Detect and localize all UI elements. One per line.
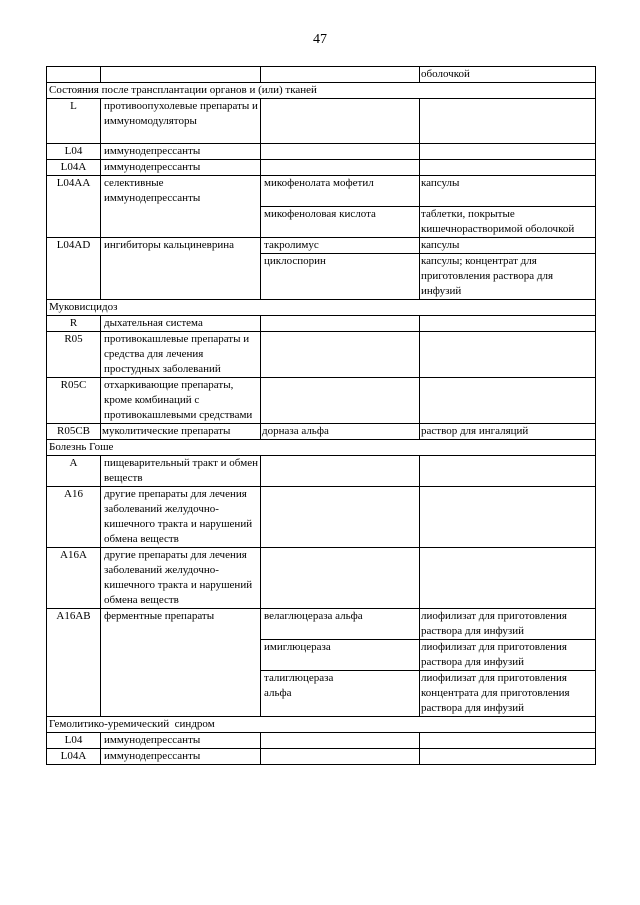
dosage-form-cell [420, 733, 596, 749]
group-cell: селективные иммунодепрессанты [101, 176, 261, 238]
page-number: 47 [313, 32, 327, 47]
section-row [47, 717, 596, 733]
table-row [47, 176, 596, 207]
group-cell: противокашлевые препараты и средства для лечения простудных заболеваний [101, 332, 261, 378]
dosage-form-cell: лиофилизат для приготовления раствора для инфузий [420, 640, 596, 671]
group-cell: другие препараты для лечения заболеваний желудочно-кишечного тракта и нарушений обмена веществ [101, 487, 261, 548]
atc-code-cell: A [47, 456, 101, 487]
substance-cell: такролимус [261, 238, 420, 254]
group-cell: муколитические препараты [101, 424, 261, 440]
dosage-form-cell [420, 749, 596, 765]
substance-cell [261, 378, 420, 424]
group-cell: противоопухолевые препараты и иммуномодуляторы [101, 99, 261, 144]
substance-cell [261, 99, 420, 144]
dosage-form-cell [420, 160, 596, 176]
table-row [47, 160, 596, 176]
group-cell: иммунодепрессанты [101, 144, 261, 160]
substance-cell: велаглюцераза альфа [261, 609, 420, 640]
dosage-form-cell [420, 332, 596, 378]
dosage-form-cell: лиофилизат для приготовления концентрата для приготовления раствора для инфузий [420, 671, 596, 717]
dosage-form-cell [420, 378, 596, 424]
table-row [47, 548, 596, 609]
atc-code-cell: L04 [47, 144, 101, 160]
section-title: Муковисцидоз [47, 300, 596, 316]
dosage-form-cell: оболочкой [420, 67, 596, 83]
dosage-form-cell: капсулы [420, 238, 596, 254]
section-title: Болезнь Гоше [47, 440, 596, 456]
substance-cell [261, 749, 420, 765]
dosage-form-cell [420, 316, 596, 332]
drug-table [46, 66, 596, 765]
dosage-form-cell: лиофилизат для приготовления раствора для инфузий [420, 609, 596, 640]
atc-code-cell: A16 [47, 487, 101, 548]
group-cell: пищеварительный тракт и обмен веществ [101, 456, 261, 487]
group-cell: ингибиторы кальциневрина [101, 238, 261, 300]
table-row [47, 238, 596, 254]
atc-code-cell [47, 67, 101, 83]
substance-cell [261, 456, 420, 487]
table-row [47, 487, 596, 548]
table-row [47, 456, 596, 487]
group-cell: другие препараты для лечения заболеваний желудочно-кишечного тракта и нарушений обмена веществ [101, 548, 261, 609]
dosage-form-cell [420, 456, 596, 487]
atc-code-cell: R05CB [47, 424, 101, 440]
dosage-form-cell [420, 487, 596, 548]
section-row [47, 300, 596, 316]
atc-code-cell: A16AB [47, 609, 101, 717]
atc-code-cell: R [47, 316, 101, 332]
section-row [47, 83, 596, 99]
substance-cell: микофенолата мофетил [261, 176, 420, 207]
section-title: Состояния после трансплантации органов и (или) тканей [47, 83, 596, 99]
substance-cell [261, 332, 420, 378]
dosage-form-cell: таблетки, покрытые кишечнорастворимой оболочкой [420, 207, 596, 238]
substance-cell: талиглюцераза альфа [261, 671, 420, 717]
table-row [47, 749, 596, 765]
substance-cell [261, 67, 420, 83]
section-title: Гемолитико-уремический синдром [47, 717, 596, 733]
group-cell: дыхательная система [101, 316, 261, 332]
atc-code-cell: L04A [47, 749, 101, 765]
table-row [47, 609, 596, 640]
atc-code-cell: L04AD [47, 238, 101, 300]
atc-code-cell: R05C [47, 378, 101, 424]
substance-cell [261, 316, 420, 332]
substance-cell [261, 160, 420, 176]
substance-cell: микофеноловая кислота [261, 207, 420, 238]
dosage-form-cell: раствор для ингаляций [420, 424, 596, 440]
atc-code-cell: R05 [47, 332, 101, 378]
table-row [47, 99, 596, 144]
substance-cell [261, 487, 420, 548]
group-cell: отхаркивающие препараты, кроме комбинаций с противокашлевыми средствами [101, 378, 261, 424]
atc-code-cell: A16A [47, 548, 101, 609]
atc-code-cell: L04A [47, 160, 101, 176]
table-row [47, 144, 596, 160]
table-row [47, 733, 596, 749]
group-cell: иммунодепрессанты [101, 160, 261, 176]
substance-cell [261, 548, 420, 609]
dosage-form-cell: капсулы; концентрат для приготовления раствора для инфузий [420, 254, 596, 300]
table-row [47, 67, 596, 83]
atc-code-cell: L04AA [47, 176, 101, 238]
dosage-form-cell: капсулы [420, 176, 596, 207]
atc-code-cell: L04 [47, 733, 101, 749]
substance-cell: циклоспорин [261, 254, 420, 300]
group-cell [101, 67, 261, 83]
dosage-form-cell [420, 144, 596, 160]
dosage-form-cell [420, 99, 596, 144]
table-row [47, 332, 596, 378]
substance-cell [261, 733, 420, 749]
substance-cell [261, 144, 420, 160]
substance-cell: имиглюцераза [261, 640, 420, 671]
group-cell: иммунодепрессанты [101, 733, 261, 749]
substance-cell: дорназа альфа [261, 424, 420, 440]
table-row [47, 424, 596, 440]
table-row [47, 316, 596, 332]
section-row [47, 440, 596, 456]
atc-code-cell: L [47, 99, 101, 144]
dosage-form-cell [420, 548, 596, 609]
group-cell: ферментные препараты [101, 609, 261, 717]
group-cell: иммунодепрессанты [101, 749, 261, 765]
table-row [47, 378, 596, 424]
